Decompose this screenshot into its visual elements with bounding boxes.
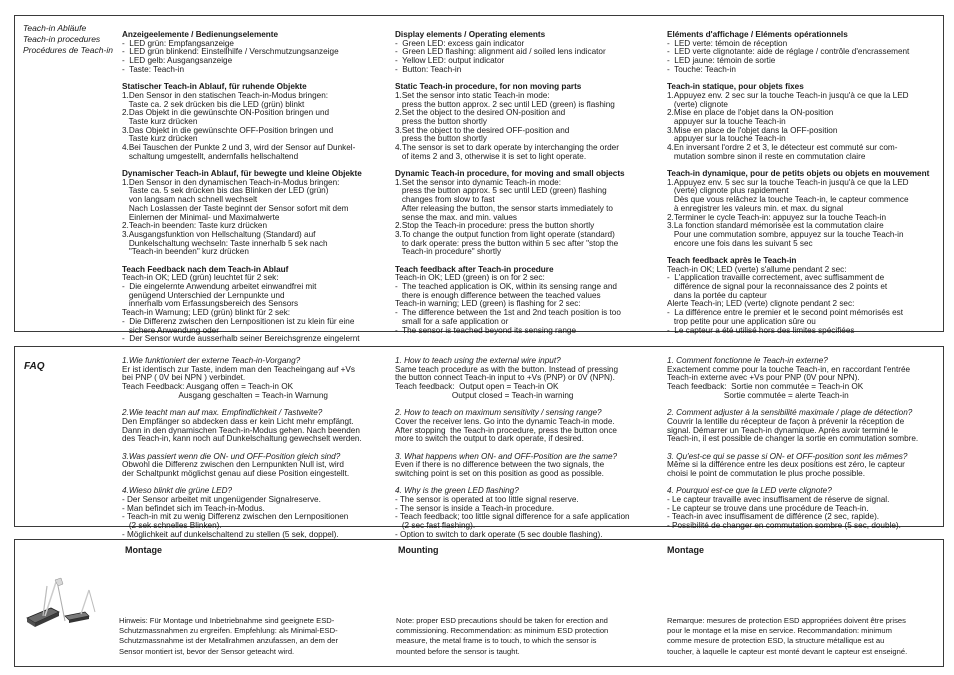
text-line: 4.En inversant l'ordre 2 et 3, le détecteur est commuté sur com-	[667, 143, 898, 153]
text-line: Teach-in OK; LED (grün) leuchtet für 2 sek:	[122, 273, 279, 283]
text-line: Teach-in, il est possible de changer la sortie en commutation sombre.	[667, 434, 919, 444]
text-line: 4.The sensor is set to dark operate by interchanging the order	[395, 143, 619, 153]
text-line: Teach-in OK; LED (green) is on for 2 sec:	[395, 273, 545, 283]
faq-question: 1.Wie funktioniert der externe Teach-in-Vorgang?	[122, 356, 301, 365]
text-line: appuyer sur la touche Teach-in	[667, 116, 786, 126]
text-line: bei PNP ( 0V bei NPN ) verbindet.	[122, 373, 246, 383]
text-line: Teach feedback: Sortie non commutée = Teach-in OK	[667, 382, 864, 392]
mounting-note-de	[119, 616, 389, 657]
text-line: Even if there is no difference between the two signals, the	[395, 460, 605, 470]
text-line: 2.Mise en place de l'objet dans la ON-position	[667, 108, 834, 118]
text-line: Cover the receiver lens. Go into the dynamic Teach-in mode.	[395, 416, 615, 426]
procedure-block	[395, 170, 663, 257]
procedure-block	[395, 266, 663, 336]
faq-item	[122, 487, 390, 539]
text-line: Alerte Teach-in; LED (verte) clignote pendant 2 sec:	[667, 299, 855, 309]
text-line: Ausgang geschalten = Teach-in Warnung	[122, 390, 328, 400]
text-line: the button connect Teach-in input to +Vs (PNP) or 0V (NPN).	[395, 373, 615, 383]
text-line: - Möglichkeit auf dunkelschaltend zu stellen (5 sek, doppel).	[122, 529, 339, 539]
text-line: appuyer sur la touche Teach-in	[667, 134, 786, 144]
faq-question: 2.Wie teacht man auf max. Empfindlichkeit / Tastweite?	[122, 408, 323, 418]
mounting-title-fr: Montage	[667, 545, 704, 555]
text-line: Taste kurz drücken	[122, 134, 198, 144]
text-line: Pour une commutation sombre, appuyez sur la touche Teach-in	[667, 229, 904, 239]
text-line: à enregistrer les valeurs min. et max. du signal	[667, 203, 844, 213]
text-line: différence de signal pour la reconnaissance des 2 points et	[667, 282, 888, 292]
text-line: 1.Set the sensor into dynamic Teach-in mode:	[395, 177, 561, 187]
text-line: Taste kurz drücken	[122, 116, 198, 126]
faq-item	[667, 453, 939, 479]
text-line: der Schaltpunkt möglichst genau auf diese Position eingestellt.	[122, 468, 350, 478]
text-line: - Teach-in avec insuffisament de différence (2 sec, rapide).	[667, 512, 880, 522]
text-line: 1.Den Sensor in den statischen Teach-in-Modus bringen:	[122, 90, 329, 100]
procedure-block	[395, 83, 663, 161]
procedure-block	[122, 83, 390, 161]
text-line: of items 2 and 3, otherwise it is set to light operate.	[395, 151, 587, 161]
text-line: - The sensor is operated at too little signal reserve.	[395, 494, 579, 504]
text-line: there is enough difference between the teached values	[395, 290, 601, 300]
faq-question: 3.Was passiert wenn die ON- und OFF-Position gleich sind?	[122, 451, 341, 461]
text-line: - LED verte: témoin de réception	[667, 38, 788, 48]
faq-item	[667, 357, 939, 401]
french-column	[667, 31, 939, 344]
text-line: - The difference between the 1st and 2nd teach position is too	[395, 308, 621, 318]
text-line: Teach feedback: Output open = Teach-in OK	[395, 382, 559, 392]
text-line: Remarque: mesures de protection ESD appropriées doivent être prises	[667, 616, 906, 625]
procedure-block	[122, 31, 390, 75]
text-line: - The teached application is OK, within its sensing range and	[395, 282, 617, 292]
text-line: Den Empfänger so abdecken dass er kein Licht mehr empfängt.	[122, 416, 354, 426]
faq-label: FAQ	[24, 361, 45, 372]
text-line: - La différence entre le premier et le second point mémorisés est	[667, 308, 904, 318]
text-line: - Green LED: excess gain indicator	[395, 38, 525, 48]
text-line: Taste ca. 2 sek drücken bis die LED (grün) blinkt	[122, 99, 305, 109]
text-line: Obwohl die Differenz zwischen den Lernpunkten Null ist, wird	[122, 460, 344, 470]
text-line: toucher, à laquelle le capteur est monté devant le capteur est enseigné.	[667, 646, 908, 656]
text-line: trop petite pour une application sûre ou	[667, 316, 816, 326]
text-line: Hinweis: Für Montage und Inbetriebnahme sind geeignete ESD-	[119, 616, 335, 625]
mounting-section	[14, 539, 944, 667]
text-line: signal. Démarrer un Teach-in dynamique. Après avoir terminé le	[667, 425, 899, 435]
text-line: - The sensor is inside a Teach-in procedure.	[395, 503, 554, 513]
text-line: Nach Loslassen der Taste beginnt der Sensor sofort mit dem	[122, 203, 349, 213]
text-line: 1.Appuyez env. 5 sec sur la touche Teach-in jusqu'à ce que la LED	[667, 177, 909, 187]
text-line: After releasing the button, the sensor starts immediately to	[395, 203, 613, 213]
block-heading: Statischer Teach-in Ablauf, für ruhende Objekte	[122, 82, 307, 92]
mounting-note-en	[396, 616, 664, 657]
block-heading: Eléments d'affichage / Eléments opérationnels	[667, 30, 848, 39]
block-heading: Teach feedback après le Teach-in	[667, 255, 797, 265]
faq-question: 1. How to teach using the external wire input?	[395, 356, 561, 365]
text-line: Er ist identisch zur Taste, indem man den Teacheingang auf +Vs	[122, 364, 355, 374]
text-line: Output closed = Teach-in warning	[395, 390, 574, 400]
procedure-block	[667, 83, 939, 161]
text-line: - Teach feedback; too little signal difference for a safe application	[395, 512, 630, 522]
text-line: press the button approx. 2 sec until LED (green) is flashing	[395, 99, 615, 109]
procedure-block	[667, 31, 939, 75]
text-line: - Button: Teach-in	[395, 64, 462, 74]
text-line: - LED verte clignotante: aide de réglage / contrôle d'encrassement	[667, 47, 910, 57]
text-line: Same teach procedure as with the button. Instead of pressing	[395, 364, 619, 374]
faq-item	[122, 357, 390, 401]
faq-german-column	[122, 357, 390, 548]
text-line: 3.Das Objekt in die gewünschte OFF-Position bringen und	[122, 125, 334, 135]
faq-question: 4.Wieso blinkt die grüne LED?	[122, 486, 233, 496]
text-line: genügend Unterschied der Lernpunkte und	[122, 290, 285, 300]
text-line: Teach-in procedure" shortly	[395, 247, 502, 257]
faq-item	[395, 357, 663, 401]
text-line: - Die Differenz zwischen den Lernpositionen ist zu klein für eine	[122, 316, 355, 326]
text-line: switching point is set on this position as good as possible.	[395, 468, 604, 478]
faq-item	[395, 409, 663, 444]
teach-in-procedures-section	[14, 15, 944, 344]
text-line: - Die eingelernte Anwendung arbeitet einwandfrei mit	[122, 282, 317, 292]
procedure-block	[667, 257, 939, 335]
faq-section	[14, 346, 944, 539]
text-line: 3.Ausgangsfunktion von Hellschaltung (Standard) auf	[122, 229, 316, 239]
text-line: - Option to switch to dark operate (5 sec double flashing).	[395, 529, 603, 539]
mounting-title-de: Montage	[125, 545, 162, 555]
text-line: - Possibilité de changer en commutation sombre (5 sec, double).	[667, 521, 901, 531]
text-line: Teach-in externe avec +Vs pour PNP (0V pour NPN).	[667, 373, 860, 383]
faq-question: 2. How to teach on maximum sensitivity / sensing range?	[395, 408, 602, 418]
text-line: press the button shortly	[395, 134, 487, 144]
text-line: innerhalb vom Erfassungsbereich des Sensors	[122, 299, 299, 309]
text-line: 2.Set the object to the desired ON-position and	[395, 108, 566, 118]
text-line: changes from slow to fast	[395, 195, 495, 205]
text-line: After stopping the Teach-in procedure, press the button once	[395, 425, 617, 435]
text-line: - Le capteur se trouve dans une procédure de Teach-in.	[667, 503, 869, 513]
faq-question: 3. What happens when ON- and OFF-Position are the same?	[395, 451, 618, 461]
text-line: Teach-in warning; LED (green) is flashing for 2 sec:	[395, 299, 581, 309]
text-line: - L'application travaille correctement, avec suffisamment de	[667, 273, 885, 283]
block-heading: Dynamic Teach-in procedure, for moving and small objects	[395, 169, 625, 179]
text-line: (verte) clignote plus rapidement	[667, 186, 789, 196]
procedure-block	[395, 31, 663, 75]
text-line: sense the max. and min. values	[395, 212, 517, 222]
text-line: - LED grün: Empfangsanzeige	[122, 38, 234, 48]
text-line: - Der Sensor arbeitet mit ungenügender Signalreserve.	[122, 494, 321, 504]
text-line: (2 sec fast flashing).	[395, 521, 476, 531]
faq-question: 4. Why is the green LED flashing?	[395, 486, 519, 496]
faq-item	[395, 453, 663, 479]
text-line: - Le capteur travaille avec insuffisament de réserve de signal.	[667, 494, 890, 504]
faq-item	[667, 487, 939, 531]
text-line: - Taste: Teach-in	[122, 64, 185, 74]
text-line: (verte) clignote	[667, 99, 728, 109]
text-line: encore une fois dans les suivant 5 sec	[667, 238, 813, 248]
text-line: - Yellow LED: output indicator	[395, 56, 505, 66]
text-line: Dès que vous relâchez la touche Teach-in, le capteur commence	[667, 195, 909, 205]
text-line: 2.Stop the Teach-in procedure: press the button shortly	[395, 221, 595, 231]
text-line: "Teach-in beenden" kurz drücken	[122, 247, 249, 257]
faq-french-column	[667, 357, 939, 539]
text-line: dans la portée du capteur	[667, 290, 767, 300]
text-line: - Der Sensor wurde ausserhalb seiner Bereichsgrenze eingelernt	[122, 334, 360, 344]
text-line: 3.Mise en place de l'objet dans la OFF-position	[667, 125, 838, 135]
block-heading: Anzeigeelemente / Bedienungselemente	[122, 30, 279, 39]
mounting-note-fr	[667, 616, 943, 657]
faq-item	[122, 409, 390, 444]
faq-question: 3. Qu'est-ce qui se passe si ON- et OFF-position sont les mêmes?	[667, 451, 908, 461]
side-label-de: Teach-in Abläufe	[23, 23, 87, 33]
block-heading: Display elements / Operating elements	[395, 30, 546, 39]
text-line: Couvrir la lentille du récepteur de façon à prévenir la réception de	[667, 416, 905, 426]
faq-question: 1. Comment fonctionne le Teach-in externe?	[667, 356, 828, 365]
text-line: - LED grün blinkend: Einstellhilfe / Verschmutzungsanzeige	[122, 47, 339, 57]
faq-question: 2. Comment adjuster à la sensibilité maximale / plage de détection?	[667, 408, 913, 418]
block-heading: Teach-in statique, pour objets fixes	[667, 82, 804, 92]
text-line: Dann in den dynamischen Teach-in-Modus gehen. Nach beenden	[122, 425, 360, 435]
text-line: Teach-in OK; LED (verte) s'allume pendant 2 sec:	[667, 264, 847, 274]
text-line: von langsam nach schnell wechselt	[122, 195, 258, 205]
text-line: choisi le point de commutation le plus proche possible.	[667, 468, 865, 478]
text-line: commissioning. Recommendation: as minimum ESD protection	[396, 626, 609, 636]
text-line: 2.Das Objekt in die gewünschte ON-Position bringen und	[122, 108, 330, 118]
faq-item	[122, 453, 390, 479]
text-line: - Teach-in mit zu wenig Differenz zwischen den Lernpositionen	[122, 512, 349, 522]
text-line: Exactement comme pour la touche Teach-in, en raccordant l'entrée	[667, 364, 911, 374]
text-line: 2.Teach-in beenden: Taste kurz drücken	[122, 221, 268, 231]
text-line: Schutzmassnahme ist der Metallrahmen anzufassen, an dem der	[119, 636, 339, 646]
block-heading: Teach-in dynamique, pour de petits objets ou objets en mouvement	[667, 169, 930, 179]
faq-item	[667, 409, 939, 444]
text-line: Einlernen der Minimal- und Maximalwerte	[122, 212, 280, 222]
text-line: Dunkelschaltung wechseln: Taste innerhalb 5 sek nach	[122, 238, 328, 248]
text-line: - Green LED flashing: alignment aid / soiled lens indicator	[395, 47, 606, 57]
text-line: - LED gelb: Ausgangsanzeige	[122, 56, 233, 66]
text-line: (2 sek schnelles Blinken).	[122, 521, 222, 531]
faq-question: 4. Pourquoi est-ce que la LED verte clignote?	[667, 486, 832, 496]
text-line: 3.To change the output function from light operate (standard)	[395, 229, 615, 239]
block-heading: Dynamischer Teach-in Ablauf, für bewegte und kleine Objekte	[122, 169, 362, 179]
text-line: 3.La fonction standard mémorisée est la commutation claire	[667, 221, 884, 231]
side-label-fr: Procédures de Teach-in	[23, 45, 113, 55]
text-line: small for a safe application or	[395, 316, 509, 326]
text-line: 1.Set the sensor into static Teach-in mode:	[395, 90, 550, 100]
text-line: - Touche: Teach-in	[667, 64, 736, 74]
text-line: - Man befindet sich im Teach-in-Modus.	[122, 503, 265, 513]
text-line: des Teach-in, kann noch auf Dunkelschaltung gewechselt werden.	[122, 434, 362, 444]
procedure-block	[667, 170, 939, 248]
text-line: Taste ca. 5 sek drücken bis das Blinken der LED (grün)	[122, 186, 329, 196]
text-line: more to switch the output to dark operate, if desired.	[395, 434, 584, 444]
text-line: Teach-in Warnung; LED (grün) blinkt für 2 sek:	[122, 308, 291, 318]
text-line: - LED jaune: témoin de sortie	[667, 56, 776, 66]
text-line: Sortie commutée = alerte Teach-in	[667, 390, 849, 400]
text-line: to dark operate: press the button within 5 sec after "stop the	[395, 238, 619, 248]
text-line: Note: proper ESD precautions should be taken for erection and	[396, 616, 608, 625]
text-line: 1.Appuyez env. 2 sec sur la touche Teach-in jusqu'à ce que la LED	[667, 90, 909, 100]
block-heading: Teach feedback after Teach-in procedure	[395, 264, 554, 274]
faq-item	[395, 487, 663, 539]
sensor-mounting-illustration	[25, 576, 100, 631]
text-line: press the button approx. 5 sec until LED (green) flashing	[395, 186, 607, 196]
text-line: schaltung umgestellt, andernfalls hellschaltend	[122, 151, 299, 161]
text-line: comme mesure de protection ESD, la structure métallique est au	[667, 636, 885, 646]
text-line: 1.Den Sensor in den dynamischen Teach-in-Modus bringen:	[122, 177, 340, 187]
german-column	[122, 31, 390, 353]
text-line: Sensor montiert ist, bevor der Sensor geteacht wird.	[119, 646, 295, 656]
text-line: Schutzmassnahmen zu ergreifen. Empfehlung: als Minimal-ESD-	[119, 626, 338, 636]
text-line: Même si la différence entre les deux positions est zéro, le capteur	[667, 460, 905, 470]
text-line: - Le capteur a été utilisé hors des limites spécifiées	[667, 325, 855, 335]
text-line: mutation sombre sinon il reste en commutation claire	[667, 151, 866, 161]
text-line: 3.Set the object to the desired OFF-position and	[395, 125, 570, 135]
text-line: press the button shortly	[395, 116, 487, 126]
text-line: mounted before the sensor is taught.	[396, 646, 520, 656]
faq-english-column	[395, 357, 663, 548]
section-side-label	[23, 23, 113, 56]
side-label-en: Teach-in procedures	[23, 34, 101, 44]
block-heading: Static Teach-in procedure, for non moving parts	[395, 82, 582, 92]
text-line: sichere Anwendung oder	[122, 325, 219, 335]
text-line: Teach Feedback: Ausgang offen = Teach-in OK	[122, 382, 294, 392]
english-column	[395, 31, 663, 344]
block-heading: Teach Feedback nach dem Teach-in Ablauf	[122, 264, 289, 274]
text-line: 2.Terminer le cycle Teach-in: appuyez sur la touche Teach-in	[667, 212, 887, 222]
text-line: measure, the metal frame is to touch, to which the sensor is	[396, 636, 597, 646]
mounting-title-en: Mounting	[398, 545, 439, 555]
text-line: 4.Bei Tauschen der Punkte 2 und 3, wird der Sensor auf Dunkel-	[122, 143, 356, 153]
procedure-block	[122, 170, 390, 257]
text-line: - The sensor is teached beyond its sensing range	[395, 325, 576, 335]
text-line: pour le montage et la mise en service. Recommandation: minimum	[667, 626, 892, 636]
procedure-block	[122, 266, 390, 344]
